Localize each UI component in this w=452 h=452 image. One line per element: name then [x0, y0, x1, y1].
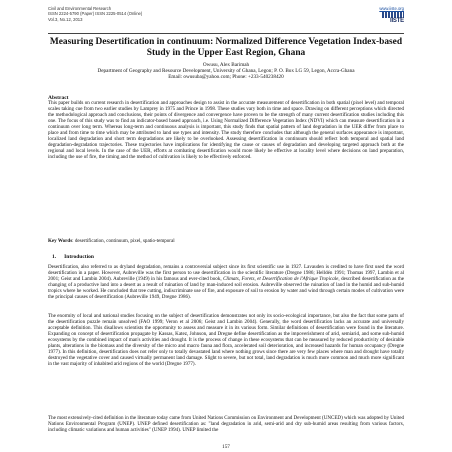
journal-url-link[interactable]: www.iiste.org: [379, 6, 404, 11]
intro-paragraph-1: [48, 265, 404, 301]
logo-text: IISTE: [389, 18, 404, 25]
journal-header: [48, 6, 404, 32]
intro-p1-part-b: , described desertification as the changing of a productive land into a desert as a result of ruination of land by man-induced soil erosion. Aubreville observed the ruination of land in the humid and sub-humid tropics where he worked. He concluded that tree cutting, indiscriminate use of fire, and exposure of soil to erosion by water and wind through certain modes of cultivation were the principal causes of desertification (Aubreville 1949, Dregne 1986).: [48, 275, 405, 300]
intro-heading: [52, 254, 94, 260]
intro-number: 1.: [52, 254, 57, 260]
author-email: Email: owusuba@yahoo.com; Phone: +233-540238420: [168, 74, 284, 81]
author-block: [48, 62, 404, 80]
iiste-logo: [382, 12, 404, 25]
author-name: Owusu, Alex Barimah: [202, 62, 250, 68]
journal-name: Civil and Environmental Research: [48, 6, 112, 11]
journal-volume: Vol.3, No.12, 2013: [48, 16, 83, 22]
intro-p1-book-title: Climats, Forets, et Desertification de l'Afrique Tropicale: [223, 275, 339, 282]
abstract-heading: Abstract: [48, 95, 69, 101]
intro-paragraph-2: The enormity of local and national studies focusing on the subject of desertification demonstrates not only its socio-ecological importance, but also the fact that some parts of the desertification puzzle remain unsolved (FAO 1999; Veron et al 2006; Geist and Lambin 2004). Generally, the word desertification lacks an accurate and universally acceptable definition. This disallows scientists the opportunity to assess and measure it in its various form. Similar definitions of desertification were found in the literature. Expanding on concept of desertification propagate by Kassas, Katez, Johnson, and Dregne define desertification as the impoverishment of arid, semiarid, and some sub-humid ecosystems by the combined impact of man's activities and drought. It is the process of change in these ecosystems that can be measured by reduced productivity of desirable plants, alterations in the biomass and the diversity of the micro and macro fauna and flora, accelerated soil deterioration, and increased hazards for human occupancy (Dregne 1977). In this definition, desertification does not refer only to totally devastated land where nothing grows since there are very few places where man and drought have totally destroyed the vegetative cover and caused virtually permanent land damage. Slight to severe, but not total, land degradation is much more common and much more significant in the vast majority of inhabited arid regions of the world (Dregne 1977).: [48, 313, 404, 367]
intro-title: Introduction: [64, 254, 94, 260]
journal-issn: ISSN 2224-5790 (Paper) ISSN 2225-0514 (Online): [48, 11, 143, 17]
paper-title: Measuring Desertification in continuum: Normalized Difference Vegetation Index-based Study in the Upper East Region, Ghana: [49, 37, 403, 59]
keywords: [48, 239, 404, 245]
journal-info: [48, 6, 142, 22]
header-divider: [48, 33, 404, 34]
page-number: 157: [222, 444, 230, 450]
journal-branding: [379, 6, 404, 27]
abstract-text: This paper builds on current research in desertification and approaches design to assist in the accurate measurement of desertification in both spatial (pixel level) and temporal scales taking cue from two earlier studies by Lamprey in 1975 and Prince in 1998. These studies vary both in time and space. Drawing on different perceptions which directed the methodological approach and conclusions, their points of divergence and convergence have proven to be the strength of many current desertification studies including this one. The focus of this study was to find an indicator-based based approach, i.e. Using Normalized Difference Vegetation Index (NDVI) which can measure desertification in a continuum over long term. Whereas long-term and continuous analysis is important, this study finds that spatial pattern of land degradation in the UER differ from place to place and from time to time which may be attributed to land use types and intensity. The study therefore concludes that although the general surfaces appearance is important, localized land degradation and short term degradations are likely to be overlooked. Assessing desertification in continuum should reflect both temporal and spatial land degradation-degradation trajectories. These trajectories have implications for identifying the cause or causes of degradation and developing targeted approach both at the regional and local levels. In the case of the UER, efforts at combating desertification would more likely be effective at locality level where decisions on land preparation, including the use of fire, the timing and the method of cultivation is likely to be effectively enforced.: [48, 100, 404, 160]
keywords-text: : desertification, continuum, pixel, spatio-temporal: [72, 238, 175, 244]
keywords-label: Key Words: [48, 238, 73, 244]
intro-paragraph-3: The most extensively-cited definition in the literature today came from United Nations Commission on Environment and Development (UNCED) which was adopted by United Nations Environmental Program (UNEP). UNEP defined desertification as: "land degradation in arid, semi-arid and dry sub-humid areas resulting from various factors, including climatic variations and human activities" (UNEP 1994). UNEP limited the: [48, 415, 405, 433]
intro-p1-part-a: Desertification, also referred to as dryland degradation, remains a controversial subject since its first scientific use in 1927. Lavauden is credited to have first used the word desertification in a paper. However, Aubreville was the first person to use desertification in the scientific literature (Dregne 1986; Helldén 1991; Thomas 1997, Lambin et al 2001; Geist and Lambin 2004). Aubreville (1949) in his famous and ever-cited book,: [48, 264, 404, 282]
author-affiliation: Department of Geography and Resource Development, University of Ghana, Legon; P. O. Box LG 59, Legon, Accra-Ghana: [97, 68, 355, 75]
